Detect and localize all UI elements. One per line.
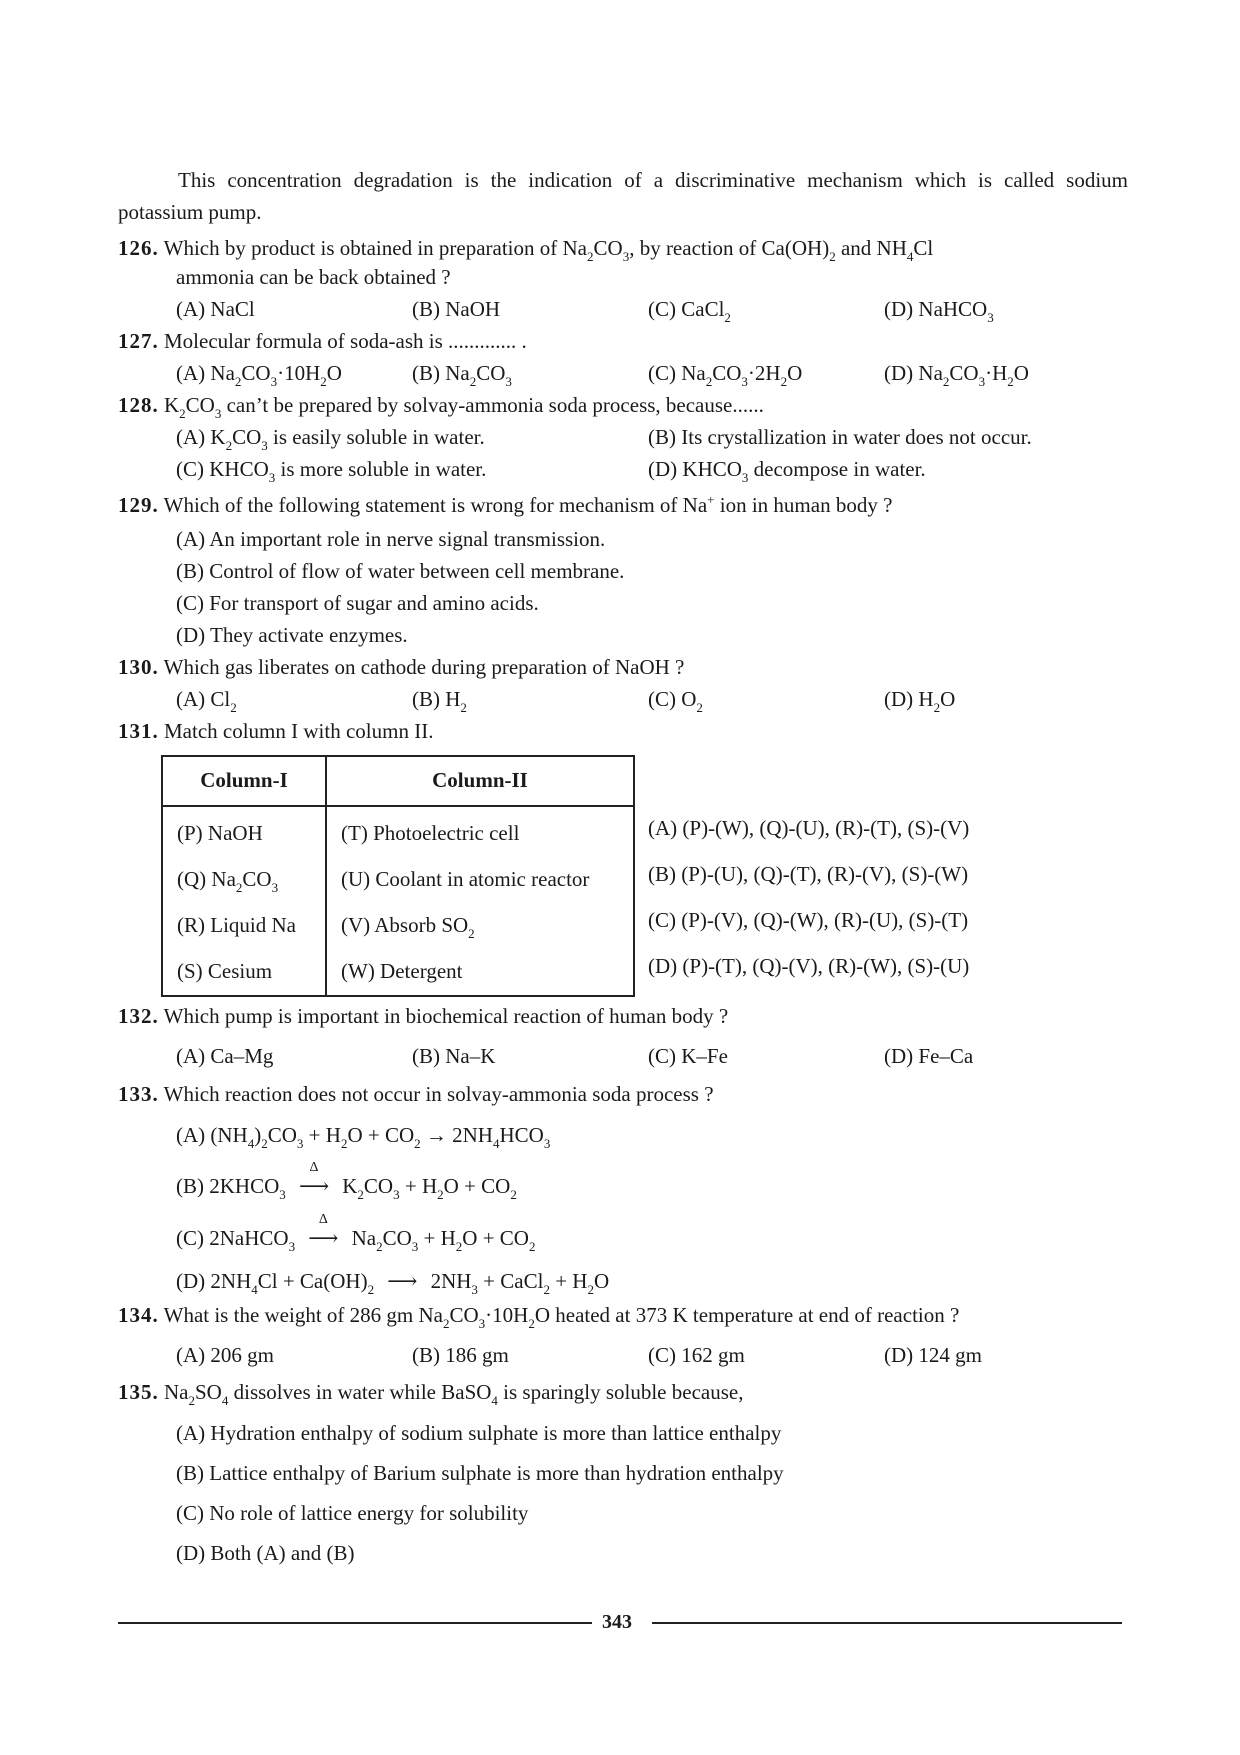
- q127-option-d: (D) $Na_2CO_3\cdot H_2O$: [884, 361, 1029, 389]
- q135-option-b: (B) Lattice enthalpy of Barium sulphate is more than hydration enthalpy: [176, 1461, 784, 1485]
- question-132: [118, 1003, 728, 1030]
- q129-option-c: (C) For transport of sugar and amino acids.: [176, 591, 539, 615]
- column-1-header: Column-I: [162, 756, 326, 806]
- column-1-cell: (S) Cesium: [162, 949, 326, 996]
- q134-option-b: (B) 186 gm: [412, 1343, 509, 1367]
- question-text: Molecular formula of soda-ash is ............. .: [164, 329, 527, 353]
- question-text: Which reaction does not occur in solvay-ammonia soda process ?: [163, 1082, 714, 1106]
- q133-option-b: (B) $2KHCO_3$ Δ ⟶ $K_2CO_3 + H_2O + CO_2$: [176, 1160, 517, 1202]
- q127-option-c: (C) $Na_2CO_3\cdot 2H_2O$: [648, 361, 803, 389]
- intro-text: This concentration degradation is the indication of a discriminative mechanism which is called sodium potassium pump.: [118, 168, 1128, 224]
- footer-rule-right: [652, 1622, 1122, 1624]
- question-text: $K_2CO_3$ can’t be prepared by solvay-ammonia soda process, because......: [164, 393, 764, 421]
- q127-option-a: (A) $Na_2CO_3\cdot 10H_2O$: [176, 361, 342, 389]
- question-text: Match column I with column II.: [164, 719, 434, 743]
- q135-option-c: (C) No role of lattice energy for solubility: [176, 1501, 529, 1525]
- q134-option-a: (A) 206 gm: [176, 1343, 274, 1367]
- q134-option-c: (C) 162 gm: [648, 1343, 745, 1367]
- q130-option-b: (B) $H_2$: [412, 687, 467, 715]
- question-number: 126.: [118, 236, 159, 260]
- question-number: 130.: [118, 655, 159, 679]
- q131-option-b: (B) (P)-(U), (Q)-(T), (R)-(V), (S)-(W): [648, 862, 969, 886]
- q131-option-c: (C) (P)-(V), (Q)-(W), (R)-(U), (S)-(T): [648, 908, 969, 932]
- question-text: $Na_2SO_4$ dissolves in water while BaSO$_4$ is sparingly soluble because,: [164, 1380, 744, 1408]
- question-126-line2: ammonia can be back obtained ?: [176, 265, 451, 289]
- q133-option-c: (C) 2NaHCO$_3$ Δ ⟶ $Na_2CO_3 + H_2O + CO_2$: [176, 1212, 536, 1254]
- q126-option-d: (D) NaHCO$_3$: [884, 297, 994, 325]
- q132-option-b: (B) Na–K: [412, 1044, 496, 1068]
- q131-option-a: (A) (P)-(W), (Q)-(U), (R)-(T), (S)-(V): [648, 816, 970, 840]
- table-row: [162, 806, 634, 857]
- question-number: 128.: [118, 393, 159, 417]
- q132-option-a: (A) Ca–Mg: [176, 1044, 274, 1068]
- column-1-cell: (R) Liquid Na: [162, 903, 326, 949]
- question-number: 131.: [118, 719, 159, 743]
- question-131: [118, 718, 433, 745]
- table-row: [162, 903, 634, 949]
- question-127: [118, 328, 527, 355]
- q129-option-d: (D) They activate enzymes.: [176, 623, 408, 647]
- match-table: [161, 755, 635, 997]
- q134-option-d: (D) 124 gm: [884, 1343, 982, 1367]
- table-row: [162, 857, 634, 903]
- question-126: [118, 235, 933, 262]
- page-number: 343: [602, 1611, 632, 1633]
- q133-option-a: (A) $(NH_4)_2CO_3 + H_2O + CO_2 \to 2NH_4HCO_3$: [176, 1123, 551, 1151]
- arrow-icon: ⟶: [387, 1269, 418, 1293]
- question-text: Which of the following statement is wrong for mechanism of Na+ ion in human body ?: [163, 492, 893, 517]
- q133-option-d: (D) $2NH_4Cl + Ca(OH)_2$ ⟶ $2NH_3$ + CaCl$_2$ + $H_2O$: [176, 1269, 610, 1297]
- q132-option-d: (D) Fe–Ca: [884, 1044, 974, 1068]
- heat-arrow-icon: Δ ⟶: [308, 1212, 339, 1250]
- question-number: 133.: [118, 1082, 159, 1106]
- q128-option-a: (A) $K_2CO_3$ is easily soluble in water.: [176, 425, 485, 453]
- column-1-cell: (P) NaOH: [162, 806, 326, 857]
- q130-option-d: (D) $H_2O$: [884, 687, 956, 715]
- q129-option-a: (A) An important role in nerve signal transmission.: [176, 527, 606, 551]
- heat-arrow-icon: Δ ⟶: [298, 1160, 330, 1198]
- question-number: 129.: [118, 493, 159, 517]
- q128-option-d: (D) $KHCO_3$ decompose in water.: [648, 457, 926, 485]
- question-text: Which by product is obtained in preparation of $Na_2CO_3$, by reaction of $Ca(OH)_2$ and $NH_4Cl$: [163, 236, 934, 264]
- column-2-cell: (V) Absorb $SO_2$: [341, 913, 475, 942]
- q135-option-a: (A) Hydration enthalpy of sodium sulphate is more than lattice enthalpy: [176, 1421, 782, 1445]
- question-number: 127.: [118, 329, 159, 353]
- question-text: Which gas liberates on cathode during preparation of NaOH ?: [163, 655, 685, 679]
- q126-option-b: (B) NaOH: [412, 297, 501, 321]
- question-text: Which pump is important in biochemical reaction of human body ?: [163, 1004, 729, 1028]
- question-number: 134.: [118, 1303, 159, 1327]
- q128-option-c: (C) $KHCO_3$ is more soluble in water.: [176, 457, 487, 485]
- column-1-cell: (Q) $Na_2CO_3$: [162, 857, 326, 903]
- intro-paragraph: [118, 164, 1128, 228]
- column-2-cell: (W) Detergent: [341, 959, 463, 984]
- q130-option-a: (A) $Cl_2$: [176, 687, 237, 715]
- q128-option-b: (B) Its crystallization in water does not occur.: [648, 425, 1032, 449]
- question-134: [118, 1302, 959, 1329]
- column-2-header: Column-II: [326, 756, 634, 806]
- question-number: 135.: [118, 1380, 159, 1404]
- column-2-cell: (T) Photoelectric cell: [341, 821, 520, 846]
- q131-option-d: (D) (P)-(T), (Q)-(V), (R)-(W), (S)-(U): [648, 954, 970, 978]
- question-129: [118, 492, 892, 519]
- footer-rule-left: [118, 1622, 592, 1624]
- q135-option-d: (D) Both (A) and (B): [176, 1541, 355, 1565]
- question-135: [118, 1379, 743, 1406]
- question-130: [118, 654, 684, 681]
- table-row: [162, 949, 634, 996]
- column-2-cell: (U) Coolant in atomic reactor: [341, 867, 590, 892]
- q126-option-c: (C) CaCl$_2$: [648, 297, 731, 325]
- question-128: [118, 392, 764, 419]
- q129-option-b: (B) Control of flow of water between cell membrane.: [176, 559, 625, 583]
- question-133: [118, 1081, 714, 1108]
- q130-option-c: (C) $O_2$: [648, 687, 703, 715]
- question-number: 132.: [118, 1004, 159, 1028]
- q127-option-b: (B) $Na_2CO_3$: [412, 361, 512, 389]
- q132-option-c: (C) K–Fe: [648, 1044, 728, 1068]
- q126-option-a: (A) NaCl: [176, 297, 255, 321]
- question-text: What is the weight of 286 gm $Na_2CO_3\cdot 10H_2O$ heated at 373 K temperature at end of reaction ?: [163, 1303, 960, 1331]
